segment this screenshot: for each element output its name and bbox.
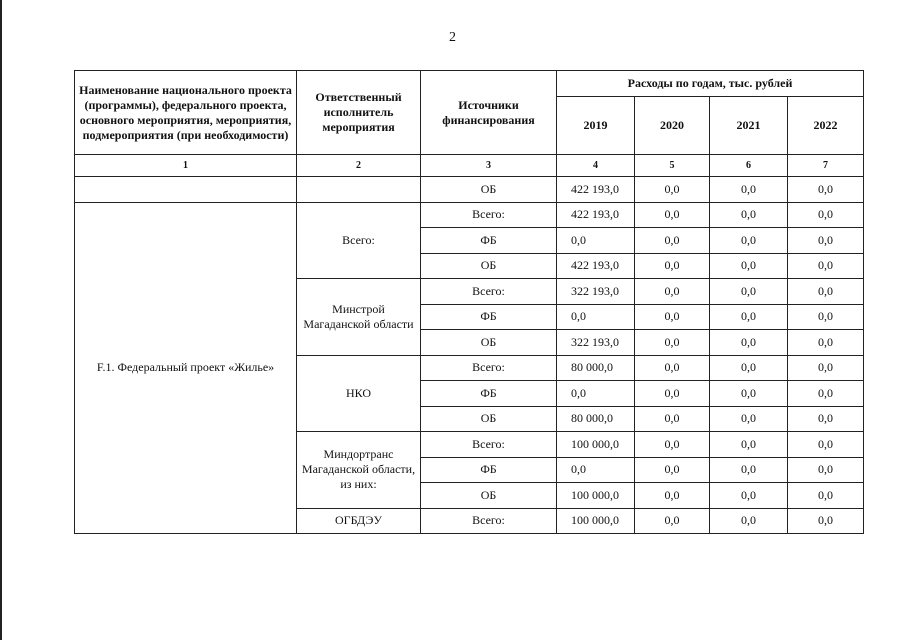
empty-cell	[75, 177, 297, 203]
project-name-cell: F.1. Федеральный проект «Жилье»	[75, 202, 297, 534]
value-cell: 100 000,0	[557, 432, 635, 458]
value-cell: 100 000,0	[557, 483, 635, 509]
value-cell: 0,0	[710, 202, 788, 228]
column-index: 3	[421, 155, 557, 177]
value-cell: 0,0	[710, 330, 788, 356]
value-cell: 0,0	[788, 406, 864, 432]
value-cell: 0,0	[788, 279, 864, 305]
value-cell: 0,0	[710, 457, 788, 483]
value-cell: 0,0	[710, 406, 788, 432]
source-cell: ОБ	[421, 483, 557, 509]
executor-cell: Минстрой Магаданской области	[297, 279, 421, 356]
value-cell: 0,0	[710, 508, 788, 534]
column-index: 4	[557, 155, 635, 177]
budget-table	[74, 70, 864, 534]
header-year: 2019	[557, 97, 635, 155]
header-executor: Ответственный исполнитель мероприятия	[297, 71, 421, 155]
value-cell: 0,0	[635, 483, 710, 509]
value-cell: 0,0	[710, 483, 788, 509]
executor-cell: Миндортранс Магаданской области, из них:	[297, 432, 421, 509]
column-index: 1	[75, 155, 297, 177]
value-cell: 0,0	[710, 355, 788, 381]
header-name: Наименование национального проекта (программы), федерального проекта, основного мероприятия, мероприятия, подмероприятия (при необходимости)	[75, 71, 297, 155]
value-cell: 0,0	[557, 381, 635, 407]
source-cell: ОБ	[421, 406, 557, 432]
value-cell: 0,0	[788, 355, 864, 381]
value-cell: 0,0	[557, 304, 635, 330]
value-cell: 422 193,0	[557, 177, 635, 203]
source-cell: ФБ	[421, 304, 557, 330]
source-cell: ФБ	[421, 457, 557, 483]
value-cell: 0,0	[710, 228, 788, 254]
executor-cell: Всего:	[297, 202, 421, 279]
value-cell: 0,0	[788, 457, 864, 483]
value-cell: 0,0	[557, 228, 635, 254]
value-cell: 0,0	[635, 279, 710, 305]
source-cell: Всего:	[421, 508, 557, 534]
value-cell: 0,0	[557, 457, 635, 483]
value-cell: 0,0	[788, 304, 864, 330]
header-year: 2020	[635, 97, 710, 155]
value-cell: 0,0	[635, 508, 710, 534]
value-cell: 0,0	[788, 381, 864, 407]
empty-cell	[297, 177, 421, 203]
value-cell: 0,0	[635, 406, 710, 432]
value-cell: 0,0	[635, 330, 710, 356]
source-cell: ОБ	[421, 177, 557, 203]
value-cell: 80 000,0	[557, 406, 635, 432]
value-cell: 0,0	[788, 228, 864, 254]
value-cell: 0,0	[710, 432, 788, 458]
value-cell: 322 193,0	[557, 279, 635, 305]
value-cell: 0,0	[635, 202, 710, 228]
value-cell: 0,0	[788, 177, 864, 203]
value-cell: 0,0	[635, 228, 710, 254]
value-cell: 422 193,0	[557, 253, 635, 279]
value-cell: 0,0	[710, 177, 788, 203]
value-cell: 0,0	[788, 432, 864, 458]
page-number: 2	[449, 30, 456, 45]
header-year: 2021	[710, 97, 788, 155]
column-index: 7	[788, 155, 864, 177]
value-cell: 0,0	[788, 483, 864, 509]
value-cell: 0,0	[710, 304, 788, 330]
source-cell: ОБ	[421, 330, 557, 356]
value-cell: 100 000,0	[557, 508, 635, 534]
column-index: 5	[635, 155, 710, 177]
source-cell: ФБ	[421, 381, 557, 407]
header-expenses: Расходы по годам, тыс. рублей	[557, 71, 864, 97]
executor-cell: НКО	[297, 355, 421, 432]
source-cell: Всего:	[421, 279, 557, 305]
value-cell: 0,0	[635, 432, 710, 458]
value-cell: 0,0	[635, 381, 710, 407]
value-cell: 0,0	[788, 202, 864, 228]
value-cell: 80 000,0	[557, 355, 635, 381]
table-row	[75, 177, 864, 203]
value-cell: 0,0	[788, 330, 864, 356]
header-year: 2022	[788, 97, 864, 155]
header-source: Источники финансирования	[421, 71, 557, 155]
source-cell: Всего:	[421, 355, 557, 381]
source-cell: ОБ	[421, 253, 557, 279]
value-cell: 0,0	[788, 508, 864, 534]
value-cell: 322 193,0	[557, 330, 635, 356]
value-cell: 0,0	[788, 253, 864, 279]
value-cell: 422 193,0	[557, 202, 635, 228]
value-cell: 0,0	[635, 355, 710, 381]
value-cell: 0,0	[710, 381, 788, 407]
table-row	[75, 202, 864, 228]
column-index: 2	[297, 155, 421, 177]
source-cell: Всего:	[421, 202, 557, 228]
value-cell: 0,0	[710, 253, 788, 279]
executor-cell: ОГБДЭУ	[297, 508, 421, 534]
value-cell: 0,0	[635, 457, 710, 483]
value-cell: 0,0	[710, 279, 788, 305]
value-cell: 0,0	[635, 177, 710, 203]
page-edge-line	[0, 0, 2, 640]
source-cell: Всего:	[421, 432, 557, 458]
value-cell: 0,0	[635, 253, 710, 279]
column-index: 6	[710, 155, 788, 177]
source-cell: ФБ	[421, 228, 557, 254]
value-cell: 0,0	[635, 304, 710, 330]
